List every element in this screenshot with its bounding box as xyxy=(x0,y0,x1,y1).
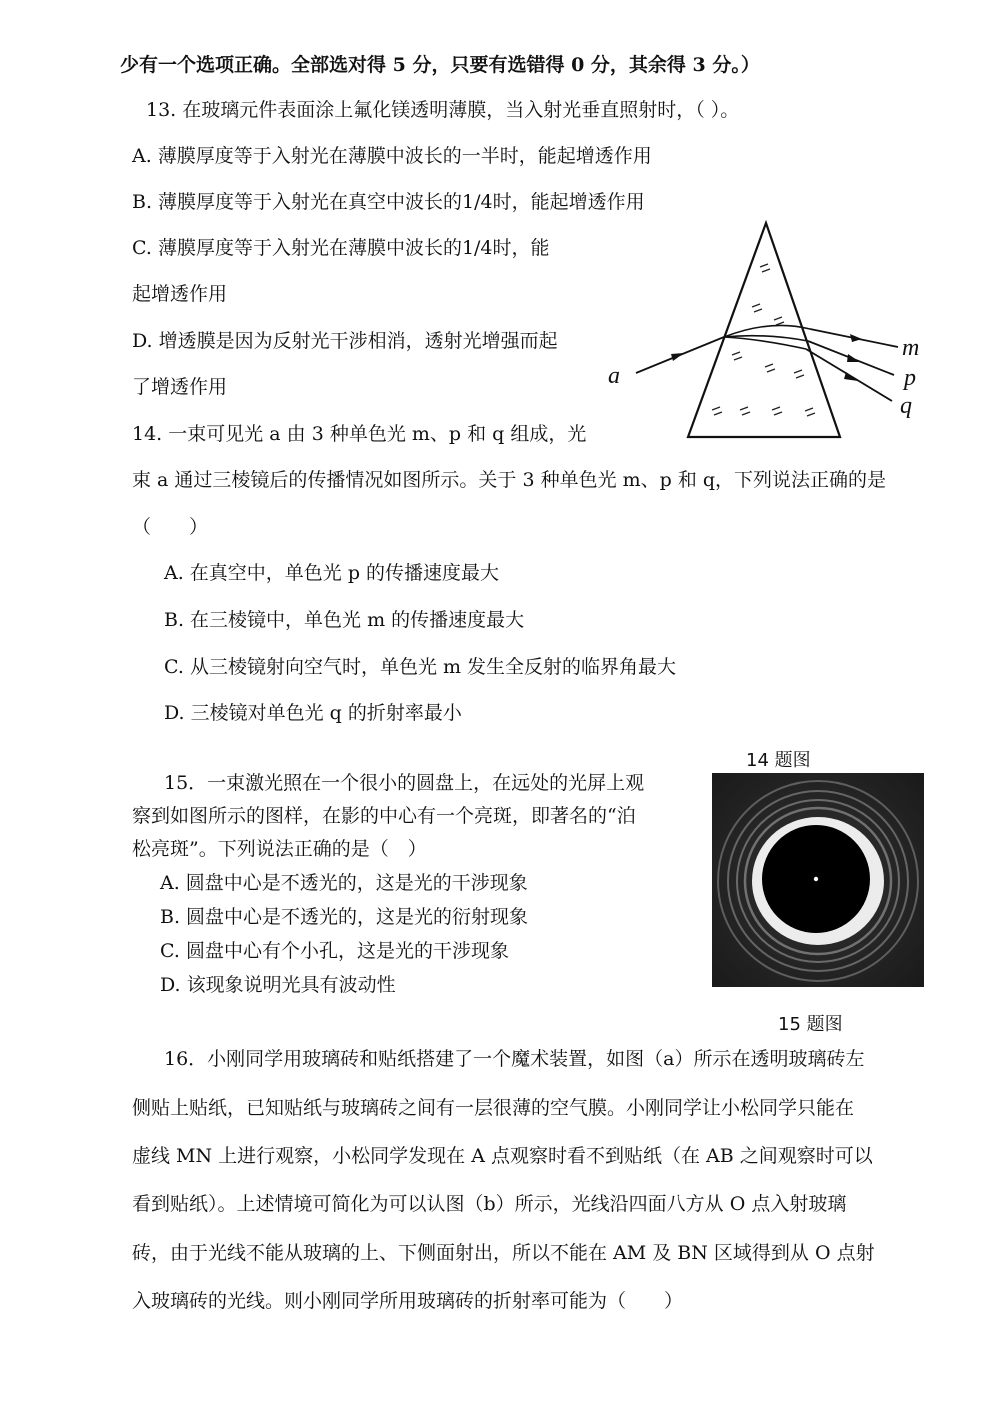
q13-stem: 13. 在玻璃元件表面涂上氟化镁透明薄膜，当入射光垂直照射时，（ ）。 xyxy=(146,99,740,121)
label-a: a xyxy=(608,363,620,389)
q16-line3: 虚线 MN 上进行观察，小松同学发现在 A 点观察时看不到贴纸（在 AB 之间观察时可以 xyxy=(132,1145,873,1167)
q15-option-a: A. 圆盘中心是不透光的，这是光的干涉现象 xyxy=(160,872,528,894)
arrow-a xyxy=(671,353,684,361)
arrow-m xyxy=(850,334,862,342)
q13-option-c-line2: 起增透作用 xyxy=(132,283,228,305)
q14-option-c: C. 从三棱镜射向空气时，单色光 m 发生全反射的临界角最大 xyxy=(164,656,677,678)
q15-option-d: D. 该现象说明光具有波动性 xyxy=(160,974,396,996)
figure-15-caption: 15 题图 xyxy=(778,1014,843,1035)
q15-option-c: C. 圆盘中心有个小孔，这是光的干涉现象 xyxy=(160,940,509,962)
poisson-spot-figure xyxy=(712,773,924,987)
q13-option-c-line1: C. 薄膜厚度等于入射光在薄膜中波长的1/4时，能 xyxy=(132,237,550,259)
q13-option-b: B. 薄膜厚度等于入射光在真空中波长的1/4时，能起增透作用 xyxy=(132,191,645,213)
q16-line5: 砖，由于光线不能从玻璃的上、下侧面射出，所以不能在 AM 及 BN 区域得到从 O 点射 xyxy=(132,1242,875,1264)
q13-option-a: A. 薄膜厚度等于入射光在薄膜中波长的一半时，能起增透作用 xyxy=(132,145,652,167)
q15-option-b: B. 圆盘中心是不透光的，这是光的衍射现象 xyxy=(160,906,529,928)
q14-stem-line3: （ ） xyxy=(132,516,209,538)
q16-line2: 侧贴上贴纸，已知贴纸与玻璃砖之间有一层很薄的空气膜。小刚同学让小松同学只能在 xyxy=(132,1097,855,1119)
label-q: q xyxy=(900,393,912,419)
q14-option-d: D. 三棱镜对单色光 q 的折射率最小 xyxy=(164,702,462,724)
q14-option-a: A. 在真空中，单色光 p 的传播速度最大 xyxy=(164,562,500,584)
figure-14-caption: 14 题图 xyxy=(746,750,811,771)
q14-stem-line1: 14. 一束可见光 a 由 3 种单色光 m、p 和 q 组成，光 xyxy=(132,423,587,445)
q16-line6: 入玻璃砖的光线。则小刚同学所用玻璃砖的折射率可能为（ ） xyxy=(132,1290,684,1312)
q15-stem-line3: 松亮斑”。下列说法正确的是（ ） xyxy=(132,838,427,860)
q16-line4: 看到贴纸）。上述情境可简化为可以认图（b）所示，光线沿四面八方从 O 点入射玻璃 xyxy=(132,1193,847,1215)
arrow-p xyxy=(847,354,860,362)
q13-option-d-line2: 了增透作用 xyxy=(132,376,228,398)
label-m: m xyxy=(902,335,920,361)
q14-stem-line2: 束 a 通过三棱镜后的传播情况如图所示。关于 3 种单色光 m、p 和 q，下列说法正确的是 xyxy=(132,469,887,491)
section-instruction: 少有一个选项正确。全部选对得 5 分，只要有选错得 0 分，其余得 3 分。） xyxy=(120,54,760,76)
q16-line1: 16．小刚同学用玻璃砖和贴纸搭建了一个魔术装置，如图（a）所示在透明玻璃砖左 xyxy=(164,1048,865,1070)
arrow-q xyxy=(844,372,858,381)
q14-option-b: B. 在三棱镜中，单色光 m 的传播速度最大 xyxy=(164,609,525,631)
q13-option-d-line1: D. 增透膜是因为反射光干涉相消，透射光增强而起 xyxy=(132,330,558,352)
q15-stem-line2: 察到如图所示的图样，在影的中心有一个亮斑，即著名的“泊 xyxy=(132,805,636,827)
prism-figure xyxy=(600,215,940,445)
label-p: p xyxy=(904,365,916,391)
q15-stem-line1: 15．一束激光照在一个很小的圆盘上，在远处的光屏上观 xyxy=(164,772,645,794)
poisson-spot xyxy=(814,877,818,881)
